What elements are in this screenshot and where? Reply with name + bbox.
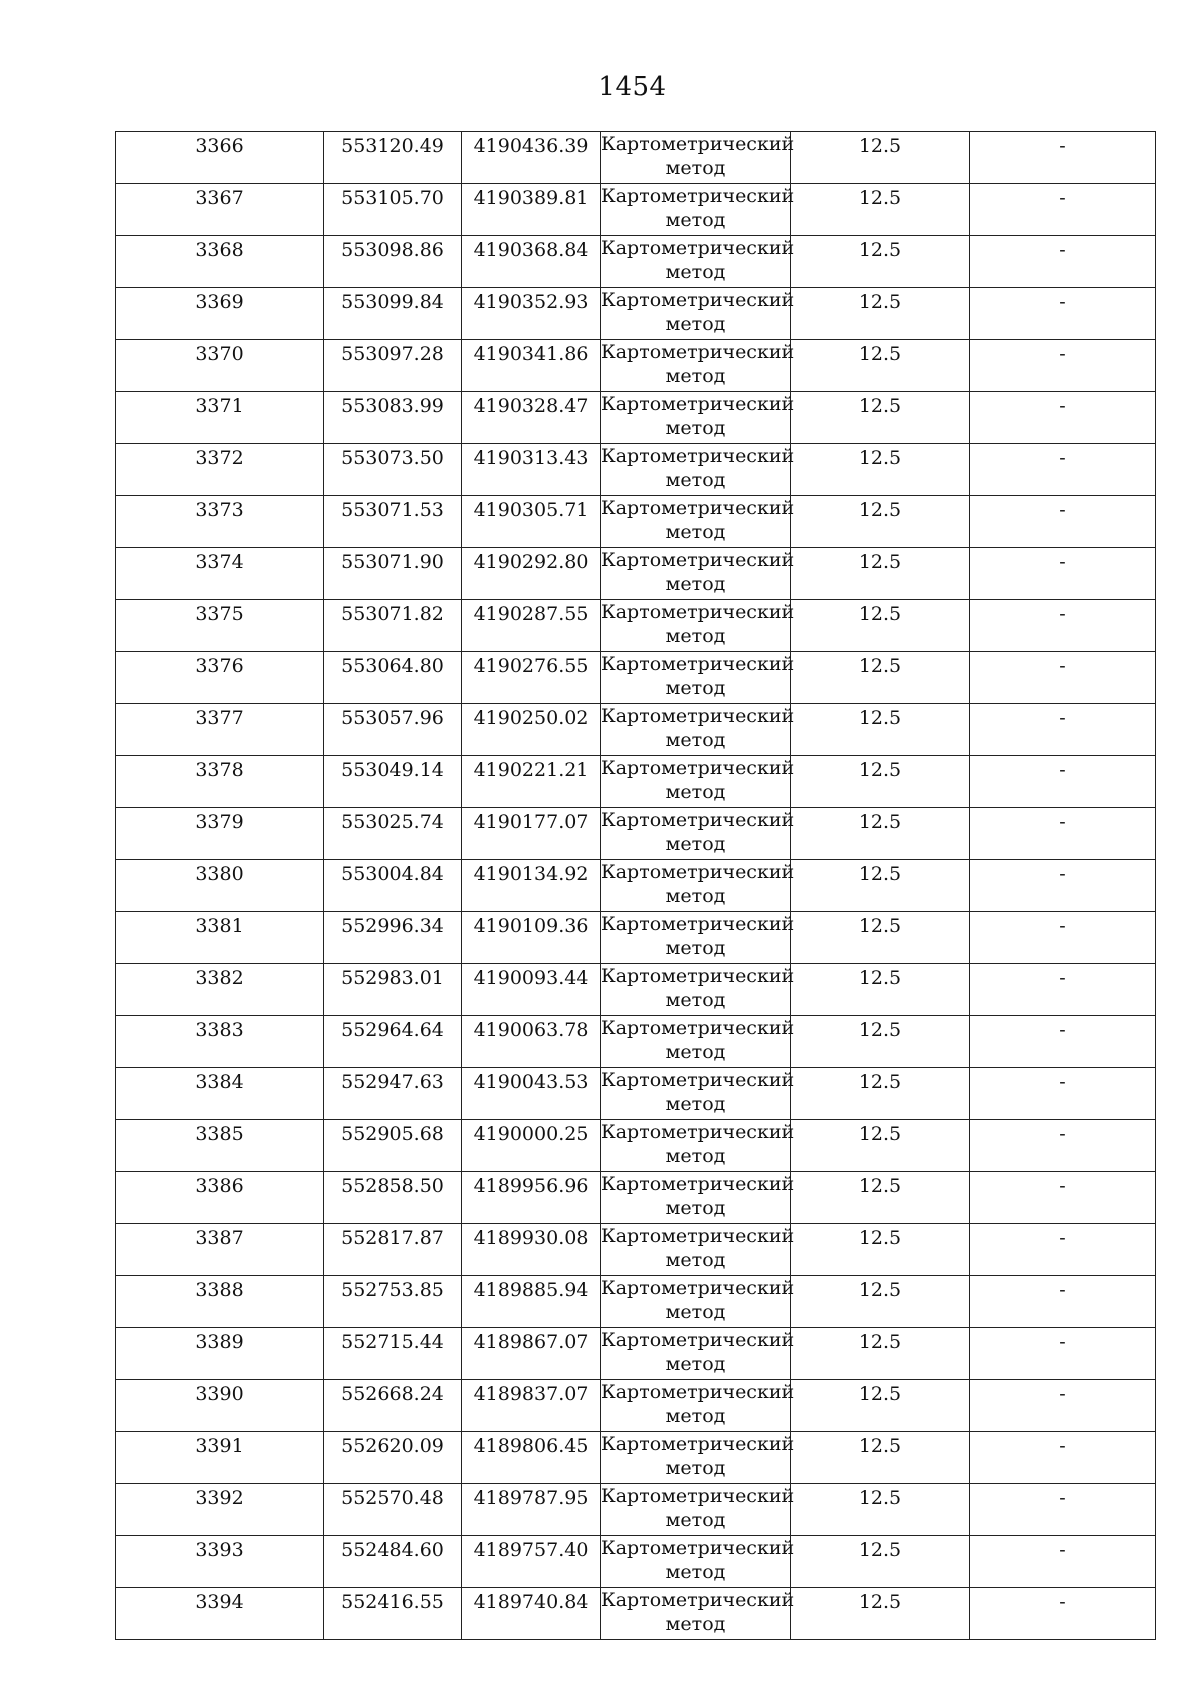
accuracy-cell: 12.5 bbox=[791, 444, 970, 496]
method-line-2: метод bbox=[665, 365, 726, 387]
point-number-cell: 3369 bbox=[116, 288, 324, 340]
method-line-2: метод bbox=[665, 729, 726, 751]
method-line-1: Картометрический bbox=[601, 289, 795, 311]
note-cell: - bbox=[970, 340, 1156, 392]
note-cell: - bbox=[970, 1016, 1156, 1068]
method-line-1: Картометрический bbox=[601, 705, 795, 727]
method-line-1: Картометрический bbox=[601, 1433, 795, 1455]
x-coordinate-cell: 552715.44 bbox=[324, 1328, 462, 1380]
x-coordinate-cell: 553057.96 bbox=[324, 704, 462, 756]
table-row bbox=[116, 964, 1156, 1016]
table-row bbox=[116, 808, 1156, 860]
point-number-cell: 3378 bbox=[116, 756, 324, 808]
method-line-2: метод bbox=[665, 781, 726, 803]
y-coordinate-cell: 4190313.43 bbox=[462, 444, 601, 496]
method-cell bbox=[601, 340, 795, 392]
method-cell bbox=[601, 1068, 795, 1120]
point-number-cell: 3386 bbox=[116, 1172, 324, 1224]
y-coordinate-cell: 4190305.71 bbox=[462, 496, 601, 548]
method-cell bbox=[601, 184, 795, 236]
accuracy-cell: 12.5 bbox=[791, 1224, 970, 1276]
table-row bbox=[116, 1484, 1156, 1536]
x-coordinate-cell: 553105.70 bbox=[324, 184, 462, 236]
method-line-1: Картометрический bbox=[601, 1329, 795, 1351]
method-line-1: Картометрический bbox=[601, 1225, 795, 1247]
coordinates-table-body bbox=[116, 132, 1156, 1640]
method-line-2: метод bbox=[665, 1093, 726, 1115]
note-cell: - bbox=[970, 444, 1156, 496]
table-row bbox=[116, 236, 1156, 288]
table-row bbox=[116, 912, 1156, 964]
method-cell bbox=[601, 652, 795, 704]
method-line-1: Картометрический bbox=[601, 1485, 795, 1507]
table-row bbox=[116, 1120, 1156, 1172]
method-line-2: метод bbox=[665, 417, 726, 439]
point-number-cell: 3381 bbox=[116, 912, 324, 964]
x-coordinate-cell: 553120.49 bbox=[324, 132, 462, 184]
note-cell: - bbox=[970, 1068, 1156, 1120]
method-line-1: Картометрический bbox=[601, 1121, 795, 1143]
x-coordinate-cell: 552905.68 bbox=[324, 1120, 462, 1172]
y-coordinate-cell: 4190292.80 bbox=[462, 548, 601, 600]
method-line-1: Картометрический bbox=[601, 861, 795, 883]
method-line-1: Картометрический bbox=[601, 653, 795, 675]
method-line-2: метод bbox=[665, 989, 726, 1011]
method-line-2: метод bbox=[665, 677, 726, 699]
accuracy-cell: 12.5 bbox=[791, 496, 970, 548]
accuracy-cell: 12.5 bbox=[791, 288, 970, 340]
point-number-cell: 3376 bbox=[116, 652, 324, 704]
y-coordinate-cell: 4189837.07 bbox=[462, 1380, 601, 1432]
y-coordinate-cell: 4189956.96 bbox=[462, 1172, 601, 1224]
point-number-cell: 3372 bbox=[116, 444, 324, 496]
accuracy-cell: 12.5 bbox=[791, 704, 970, 756]
accuracy-cell: 12.5 bbox=[791, 964, 970, 1016]
y-coordinate-cell: 4189740.84 bbox=[462, 1588, 601, 1640]
point-number-cell: 3367 bbox=[116, 184, 324, 236]
point-number-cell: 3393 bbox=[116, 1536, 324, 1588]
x-coordinate-cell: 552484.60 bbox=[324, 1536, 462, 1588]
method-cell bbox=[601, 860, 795, 912]
table-row bbox=[116, 1328, 1156, 1380]
x-coordinate-cell: 553073.50 bbox=[324, 444, 462, 496]
table-row bbox=[116, 652, 1156, 704]
note-cell: - bbox=[970, 1224, 1156, 1276]
note-cell: - bbox=[970, 548, 1156, 600]
table-row bbox=[116, 1172, 1156, 1224]
table-row bbox=[116, 392, 1156, 444]
table-row bbox=[116, 1276, 1156, 1328]
method-line-1: Картометрический bbox=[601, 341, 795, 363]
x-coordinate-cell: 553083.99 bbox=[324, 392, 462, 444]
method-line-1: Картометрический bbox=[601, 1589, 795, 1611]
table-row bbox=[116, 704, 1156, 756]
x-coordinate-cell: 553004.84 bbox=[324, 860, 462, 912]
y-coordinate-cell: 4190287.55 bbox=[462, 600, 601, 652]
x-coordinate-cell: 553098.86 bbox=[324, 236, 462, 288]
method-cell bbox=[601, 236, 795, 288]
x-coordinate-cell: 552416.55 bbox=[324, 1588, 462, 1640]
accuracy-cell: 12.5 bbox=[791, 912, 970, 964]
note-cell: - bbox=[970, 652, 1156, 704]
x-coordinate-cell: 552858.50 bbox=[324, 1172, 462, 1224]
y-coordinate-cell: 4190063.78 bbox=[462, 1016, 601, 1068]
method-line-1: Картометрический bbox=[601, 809, 795, 831]
method-line-2: метод bbox=[665, 885, 726, 907]
method-line-1: Картометрический bbox=[601, 757, 795, 779]
method-cell bbox=[601, 496, 795, 548]
point-number-cell: 3379 bbox=[116, 808, 324, 860]
method-line-1: Картометрический bbox=[601, 237, 795, 259]
point-number-cell: 3380 bbox=[116, 860, 324, 912]
x-coordinate-cell: 553071.82 bbox=[324, 600, 462, 652]
table-row bbox=[116, 860, 1156, 912]
y-coordinate-cell: 4190000.25 bbox=[462, 1120, 601, 1172]
method-cell bbox=[601, 912, 795, 964]
note-cell: - bbox=[970, 132, 1156, 184]
table-row bbox=[116, 600, 1156, 652]
method-line-1: Картометрический bbox=[601, 1381, 795, 1403]
accuracy-cell: 12.5 bbox=[791, 1068, 970, 1120]
x-coordinate-cell: 553049.14 bbox=[324, 756, 462, 808]
x-coordinate-cell: 552570.48 bbox=[324, 1484, 462, 1536]
accuracy-cell: 12.5 bbox=[791, 1380, 970, 1432]
accuracy-cell: 12.5 bbox=[791, 1588, 970, 1640]
accuracy-cell: 12.5 bbox=[791, 1172, 970, 1224]
method-line-1: Картометрический bbox=[601, 393, 795, 415]
method-line-2: метод bbox=[665, 1145, 726, 1167]
y-coordinate-cell: 4190043.53 bbox=[462, 1068, 601, 1120]
table-row bbox=[116, 756, 1156, 808]
y-coordinate-cell: 4190109.36 bbox=[462, 912, 601, 964]
y-coordinate-cell: 4190221.21 bbox=[462, 756, 601, 808]
accuracy-cell: 12.5 bbox=[791, 1276, 970, 1328]
accuracy-cell: 12.5 bbox=[791, 1328, 970, 1380]
y-coordinate-cell: 4190389.81 bbox=[462, 184, 601, 236]
point-number-cell: 3375 bbox=[116, 600, 324, 652]
method-line-2: метод bbox=[665, 261, 726, 283]
method-cell bbox=[601, 1536, 795, 1588]
method-cell bbox=[601, 964, 795, 1016]
method-line-2: метод bbox=[665, 1301, 726, 1323]
method-cell bbox=[601, 1588, 795, 1640]
point-number-cell: 3392 bbox=[116, 1484, 324, 1536]
method-line-2: метод bbox=[665, 209, 726, 231]
point-number-cell: 3390 bbox=[116, 1380, 324, 1432]
table-row bbox=[116, 1224, 1156, 1276]
x-coordinate-cell: 553097.28 bbox=[324, 340, 462, 392]
y-coordinate-cell: 4189787.95 bbox=[462, 1484, 601, 1536]
method-cell bbox=[601, 392, 795, 444]
point-number-cell: 3387 bbox=[116, 1224, 324, 1276]
x-coordinate-cell: 553071.53 bbox=[324, 496, 462, 548]
method-line-2: метод bbox=[665, 833, 726, 855]
method-line-2: метод bbox=[665, 573, 726, 595]
method-line-2: метод bbox=[665, 1249, 726, 1271]
x-coordinate-cell: 552964.64 bbox=[324, 1016, 462, 1068]
table-row bbox=[116, 1380, 1156, 1432]
y-coordinate-cell: 4190328.47 bbox=[462, 392, 601, 444]
point-number-cell: 3371 bbox=[116, 392, 324, 444]
method-line-2: метод bbox=[665, 1613, 726, 1635]
note-cell: - bbox=[970, 808, 1156, 860]
x-coordinate-cell: 552753.85 bbox=[324, 1276, 462, 1328]
point-number-cell: 3366 bbox=[116, 132, 324, 184]
y-coordinate-cell: 4190276.55 bbox=[462, 652, 601, 704]
point-number-cell: 3377 bbox=[116, 704, 324, 756]
accuracy-cell: 12.5 bbox=[791, 756, 970, 808]
method-cell bbox=[601, 1172, 795, 1224]
method-cell bbox=[601, 756, 795, 808]
note-cell: - bbox=[970, 1432, 1156, 1484]
x-coordinate-cell: 552620.09 bbox=[324, 1432, 462, 1484]
point-number-cell: 3373 bbox=[116, 496, 324, 548]
method-line-2: метод bbox=[665, 1561, 726, 1583]
note-cell: - bbox=[970, 496, 1156, 548]
table-row bbox=[116, 1432, 1156, 1484]
method-cell bbox=[601, 1432, 795, 1484]
method-cell bbox=[601, 600, 795, 652]
table-row bbox=[116, 132, 1156, 184]
y-coordinate-cell: 4190368.84 bbox=[462, 236, 601, 288]
y-coordinate-cell: 4189757.40 bbox=[462, 1536, 601, 1588]
method-cell bbox=[601, 1016, 795, 1068]
y-coordinate-cell: 4190436.39 bbox=[462, 132, 601, 184]
accuracy-cell: 12.5 bbox=[791, 860, 970, 912]
note-cell: - bbox=[970, 1276, 1156, 1328]
method-cell bbox=[601, 808, 795, 860]
table-row bbox=[116, 1016, 1156, 1068]
method-line-2: метод bbox=[665, 937, 726, 959]
accuracy-cell: 12.5 bbox=[791, 1120, 970, 1172]
method-cell bbox=[601, 548, 795, 600]
note-cell: - bbox=[970, 392, 1156, 444]
method-line-1: Картометрический bbox=[601, 1537, 795, 1559]
coordinates-table bbox=[115, 131, 1156, 1640]
method-cell bbox=[601, 1224, 795, 1276]
accuracy-cell: 12.5 bbox=[791, 1536, 970, 1588]
method-line-2: метод bbox=[665, 313, 726, 335]
point-number-cell: 3374 bbox=[116, 548, 324, 600]
note-cell: - bbox=[970, 1120, 1156, 1172]
method-cell bbox=[601, 288, 795, 340]
table-row bbox=[116, 1536, 1156, 1588]
accuracy-cell: 12.5 bbox=[791, 132, 970, 184]
method-line-2: метод bbox=[665, 521, 726, 543]
method-line-1: Картометрический bbox=[601, 549, 795, 571]
table-row bbox=[116, 288, 1156, 340]
method-line-2: метод bbox=[665, 469, 726, 491]
method-cell bbox=[601, 1328, 795, 1380]
method-cell bbox=[601, 704, 795, 756]
x-coordinate-cell: 552668.24 bbox=[324, 1380, 462, 1432]
accuracy-cell: 12.5 bbox=[791, 1016, 970, 1068]
accuracy-cell: 12.5 bbox=[791, 808, 970, 860]
method-line-2: метод bbox=[665, 625, 726, 647]
accuracy-cell: 12.5 bbox=[791, 392, 970, 444]
note-cell: - bbox=[970, 704, 1156, 756]
method-line-1: Картометрический bbox=[601, 1017, 795, 1039]
method-cell bbox=[601, 132, 795, 184]
note-cell: - bbox=[970, 1380, 1156, 1432]
accuracy-cell: 12.5 bbox=[791, 548, 970, 600]
note-cell: - bbox=[970, 184, 1156, 236]
note-cell: - bbox=[970, 1172, 1156, 1224]
accuracy-cell: 12.5 bbox=[791, 600, 970, 652]
table-row bbox=[116, 1068, 1156, 1120]
note-cell: - bbox=[970, 860, 1156, 912]
method-line-1: Картометрический bbox=[601, 185, 795, 207]
method-line-1: Картометрический bbox=[601, 965, 795, 987]
note-cell: - bbox=[970, 912, 1156, 964]
x-coordinate-cell: 552996.34 bbox=[324, 912, 462, 964]
accuracy-cell: 12.5 bbox=[791, 184, 970, 236]
method-line-1: Картометрический bbox=[601, 601, 795, 623]
note-cell: - bbox=[970, 236, 1156, 288]
table-row bbox=[116, 444, 1156, 496]
x-coordinate-cell: 553064.80 bbox=[324, 652, 462, 704]
method-line-2: метод bbox=[665, 1509, 726, 1531]
table-row bbox=[116, 548, 1156, 600]
page-number: 1454 bbox=[598, 72, 667, 102]
table-row bbox=[116, 1588, 1156, 1640]
method-line-2: метод bbox=[665, 157, 726, 179]
point-number-cell: 3383 bbox=[116, 1016, 324, 1068]
method-cell bbox=[601, 444, 795, 496]
x-coordinate-cell: 552817.87 bbox=[324, 1224, 462, 1276]
method-line-2: метод bbox=[665, 1405, 726, 1427]
accuracy-cell: 12.5 bbox=[791, 652, 970, 704]
x-coordinate-cell: 553025.74 bbox=[324, 808, 462, 860]
method-line-1: Картометрический bbox=[601, 133, 795, 155]
note-cell: - bbox=[970, 288, 1156, 340]
method-line-1: Картометрический bbox=[601, 445, 795, 467]
point-number-cell: 3385 bbox=[116, 1120, 324, 1172]
x-coordinate-cell: 552983.01 bbox=[324, 964, 462, 1016]
accuracy-cell: 12.5 bbox=[791, 1484, 970, 1536]
table-row bbox=[116, 496, 1156, 548]
x-coordinate-cell: 553099.84 bbox=[324, 288, 462, 340]
method-line-2: метод bbox=[665, 1457, 726, 1479]
method-line-2: метод bbox=[665, 1197, 726, 1219]
method-line-1: Картометрический bbox=[601, 497, 795, 519]
point-number-cell: 3368 bbox=[116, 236, 324, 288]
note-cell: - bbox=[970, 1484, 1156, 1536]
point-number-cell: 3382 bbox=[116, 964, 324, 1016]
point-number-cell: 3389 bbox=[116, 1328, 324, 1380]
y-coordinate-cell: 4189930.08 bbox=[462, 1224, 601, 1276]
table-row bbox=[116, 340, 1156, 392]
y-coordinate-cell: 4189806.45 bbox=[462, 1432, 601, 1484]
y-coordinate-cell: 4190093.44 bbox=[462, 964, 601, 1016]
note-cell: - bbox=[970, 964, 1156, 1016]
y-coordinate-cell: 4190250.02 bbox=[462, 704, 601, 756]
method-cell bbox=[601, 1380, 795, 1432]
y-coordinate-cell: 4190341.86 bbox=[462, 340, 601, 392]
point-number-cell: 3394 bbox=[116, 1588, 324, 1640]
method-line-1: Картометрический bbox=[601, 913, 795, 935]
y-coordinate-cell: 4189867.07 bbox=[462, 1328, 601, 1380]
accuracy-cell: 12.5 bbox=[791, 340, 970, 392]
point-number-cell: 3384 bbox=[116, 1068, 324, 1120]
y-coordinate-cell: 4190177.07 bbox=[462, 808, 601, 860]
method-line-2: метод bbox=[665, 1041, 726, 1063]
y-coordinate-cell: 4189885.94 bbox=[462, 1276, 601, 1328]
method-cell bbox=[601, 1120, 795, 1172]
method-line-1: Картометрический bbox=[601, 1277, 795, 1299]
method-line-2: метод bbox=[665, 1353, 726, 1375]
method-line-1: Картометрический bbox=[601, 1173, 795, 1195]
accuracy-cell: 12.5 bbox=[791, 1432, 970, 1484]
note-cell: - bbox=[970, 756, 1156, 808]
note-cell: - bbox=[970, 600, 1156, 652]
note-cell: - bbox=[970, 1536, 1156, 1588]
note-cell: - bbox=[970, 1588, 1156, 1640]
point-number-cell: 3388 bbox=[116, 1276, 324, 1328]
x-coordinate-cell: 553071.90 bbox=[324, 548, 462, 600]
point-number-cell: 3370 bbox=[116, 340, 324, 392]
x-coordinate-cell: 552947.63 bbox=[324, 1068, 462, 1120]
y-coordinate-cell: 4190134.92 bbox=[462, 860, 601, 912]
method-cell bbox=[601, 1276, 795, 1328]
y-coordinate-cell: 4190352.93 bbox=[462, 288, 601, 340]
point-number-cell: 3391 bbox=[116, 1432, 324, 1484]
table-row bbox=[116, 184, 1156, 236]
accuracy-cell: 12.5 bbox=[791, 236, 970, 288]
method-cell bbox=[601, 1484, 795, 1536]
note-cell: - bbox=[970, 1328, 1156, 1380]
method-line-1: Картометрический bbox=[601, 1069, 795, 1091]
